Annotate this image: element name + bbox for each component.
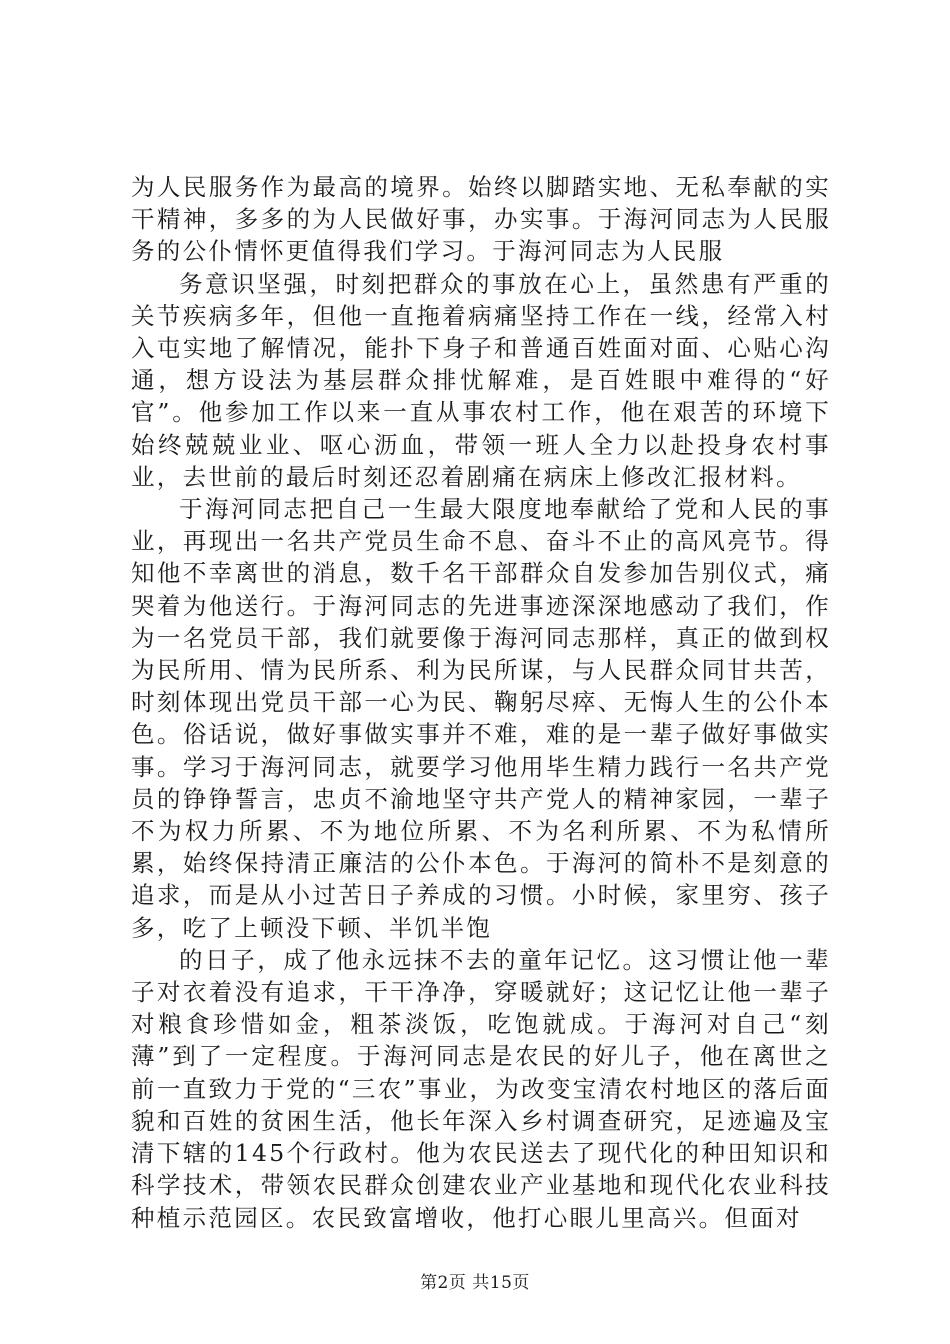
paragraph-4: 的日子，成了他永远抹不去的童年记忆。这习惯让他一辈子对衣着没有追求，干干净净，穿暖就好；这记忆让他一辈子对粮食珍惜如金，粗茶淡饭，吃饱就成。于海河对自己“刻薄”到了一定程度。于海河同志是农民的好儿子，他在离世之前一直致力于党的“三农”事业，为改变宝清农村地区的落后面貌和百姓的贫困生活，他长年深入乡村调查研究，足迹遍及宝清下辖的145个行政村。他为农民送去了现代化的种田知识和科学技术，带领农民群众创建农业产业基地和现代化农业科技种植示范园区。农民致富增收，他打心眼儿里高兴。但面对 [131,945,831,1232]
paragraph-1: 为人民服务作为最高的境界。始终以脚踏实地、无私奉献的实干精神，多多的为人民做好事，办实事。于海河同志为人民服务的公仆情怀更值得我们学习。于海河同志为人民服 [131,173,831,266]
paragraph-2: 务意识坚强，时刻把群众的事放在心上，虽然患有严重的关节疾病多年，但他一直拖着病痛坚持工作在一线，经常入村入屯实地了解情况，能扑下身子和普通百姓面对面、心贴心沟通，想方设法为基层群众排忧解难，是百姓眼中难得的“好官”。他参加工作以来一直从事农村工作，他在艰苦的环境下始终兢兢业业、呕心沥血，带领一班人全力以赴投身农村事业，去世前的最后时刻还忍着剧痛在病床上修改汇报材料。 [131,269,831,491]
body-text [131,171,831,1234]
page-number-footer: 第2页 共15页 [420,1273,530,1293]
paragraph-3: 于海河同志把自己一生最大限度地奉献给了党和人民的事业，再现出一名共产党员生命不息、奋斗不止的高风亮节。得知他不幸离世的消息，数千名干部群众自发参加告别仪式，痛哭着为他送行。于海河同志的先进事迹深深地感动了我们，作为一名党员干部，我们就要像于海河同志那样，真正的做到权为民所用、情为民所系、利为民所谋，与人民群众同甘共苦，时刻体现出党员干部一心为民、鞠躬尽瘁、无悔人生的公仆本色。俗话说，做好事做实事并不难，难的是一辈子做好事做实事。学习于海河同志，就要学习他用毕生精力践行一名共产党员的铮铮誓言，忠贞不渝地坚守共产党人的精神家园，一辈子不为权力所累、不为地位所累、不为名利所累、不为私情所累，始终保持清正廉洁的公仆本色。于海河的简朴不是刻意的追求，而是从小过苦日子养成的习惯。小时候，家里穷、孩子多，吃了上顿没下顿、半饥半饱 [131,495,831,942]
